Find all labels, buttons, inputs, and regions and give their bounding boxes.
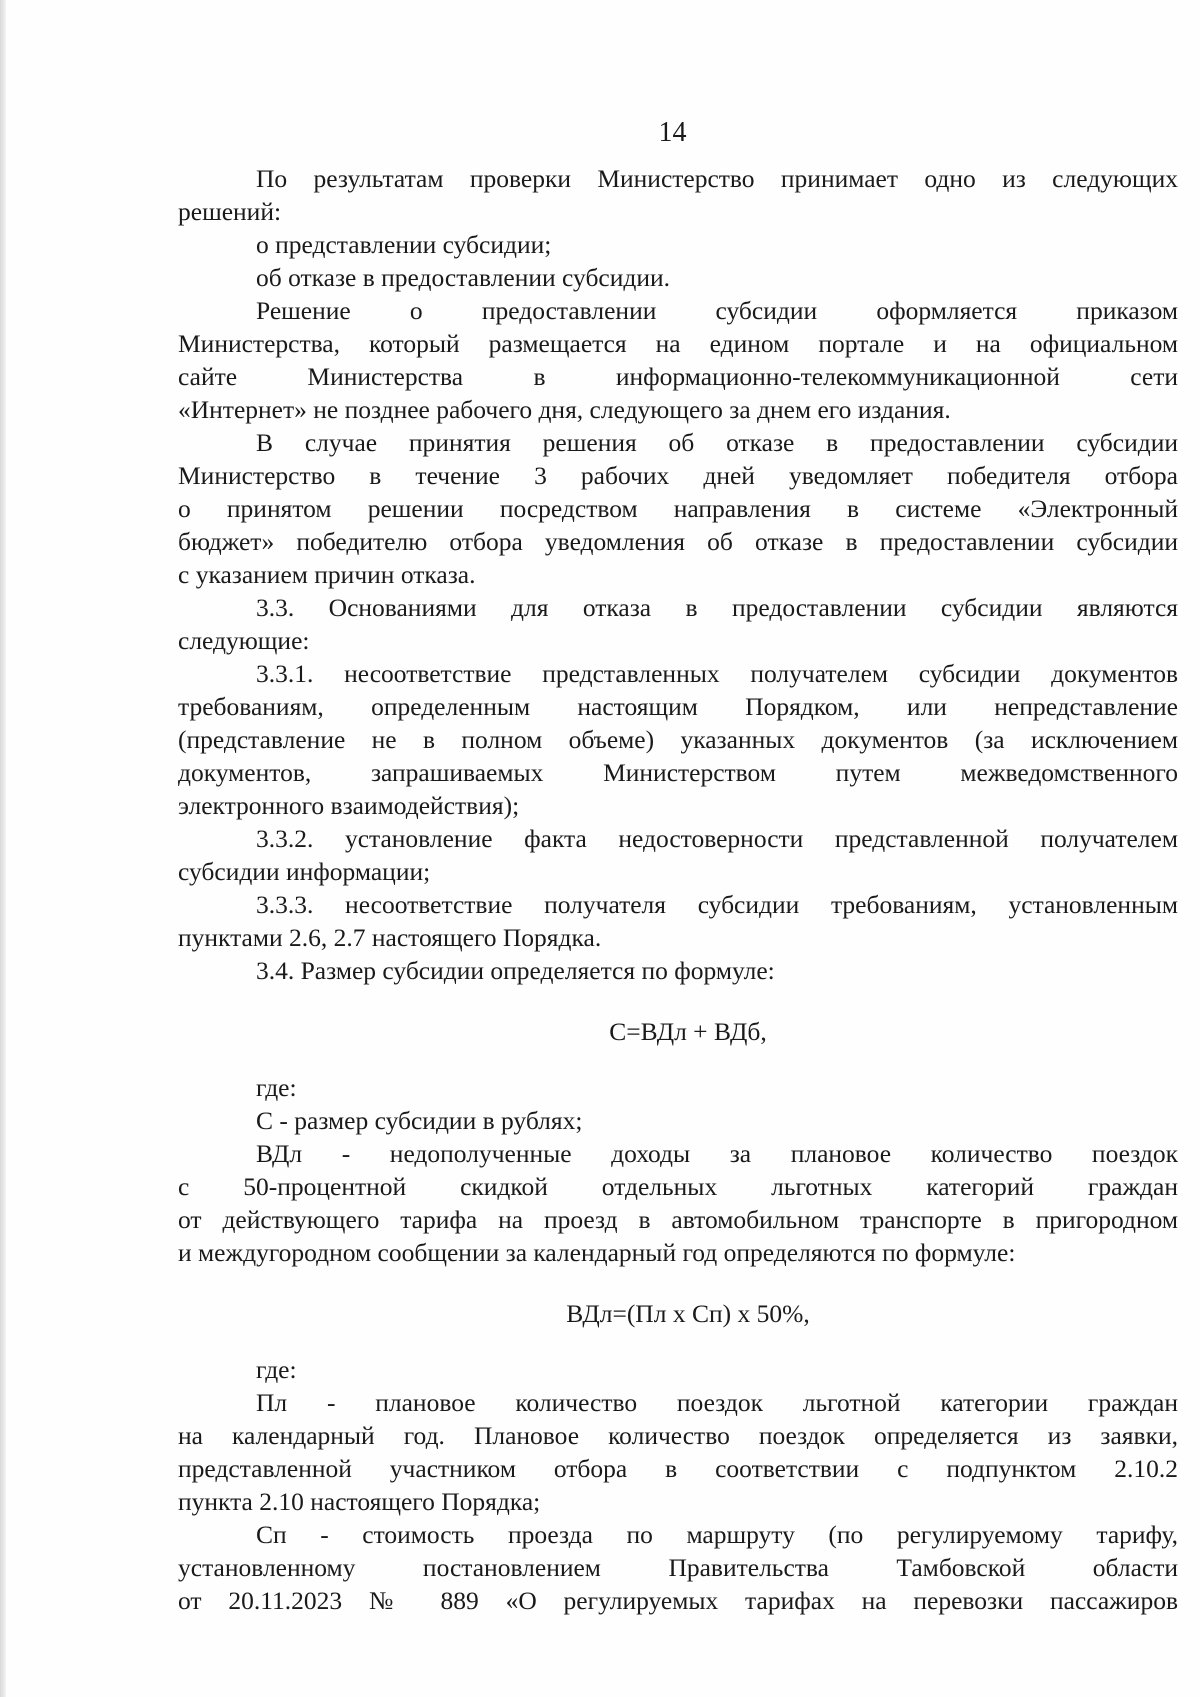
text-line: «Интернет» не позднее рабочего дня, следующего за днем его издания.	[178, 395, 951, 424]
text-line: (представление не в полном объеме) указанных документов (за исключением	[178, 725, 1178, 754]
text-line: где:	[256, 1073, 297, 1102]
text-line: от 20.11.2023 № 889 «О регулируемых тарифах на перевозки пассажиров	[178, 1586, 1178, 1615]
text-line: решений:	[178, 197, 282, 226]
text-line: электронного взаимодействия);	[178, 791, 520, 820]
text-line: с 50-процентной скидкой отдельных льготных категорий граждан	[178, 1172, 1178, 1201]
text-line: от действующего тарифа на проезд в автомобильном транспорте в пригородном	[178, 1205, 1178, 1234]
page-number: 14	[658, 117, 687, 148]
text-line: Пл - плановое количество поездок льготной категории граждан	[256, 1388, 1178, 1417]
scan-edge	[0, 0, 6, 1697]
text-line: бюджет» победителю отбора уведомления об отказе в предоставлении субсидии	[178, 527, 1178, 556]
text-line: 3.3.3. несоответствие получателя субсидии требованиям, установленным	[256, 890, 1178, 919]
text-line: По результатам проверки Министерство принимает одно из следующих	[256, 164, 1178, 193]
text-line: Министерства, который размещается на едином портале и на официальном	[178, 329, 1178, 358]
text-line: и междугородном сообщении за календарный год определяются по формуле:	[178, 1238, 1016, 1267]
text-line: представленной участником отбора в соответствии с подпунктом 2.10.2	[178, 1454, 1178, 1483]
formula-subsidy-total: С=ВДл + ВДб,	[609, 1017, 767, 1046]
text-line: с указанием причин отказа.	[178, 560, 476, 589]
text-line: на календарный год. Плановое количество поездок определяется из заявки,	[178, 1421, 1178, 1450]
text-line: В случае принятия решения об отказе в предоставлении субсидии	[256, 428, 1178, 457]
text-line: сайте Министерства в информационно-телекоммуникационной сети	[178, 362, 1178, 391]
text-line: 3.3.1. несоответствие представленных получателем субсидии документов	[256, 659, 1178, 688]
text-line: где:	[256, 1355, 297, 1384]
text-line: С - размер субсидии в рублях;	[256, 1106, 583, 1135]
text-line: об отказе в предоставлении субсидии.	[256, 263, 671, 292]
text-line: о представлении субсидии;	[256, 230, 552, 259]
formula-lost-income: ВДл=(Пл х Сп) х 50%,	[566, 1299, 810, 1328]
text-line: установленному постановлением Правительства Тамбовской области	[178, 1553, 1178, 1582]
text-line: о принятом решении посредством направления в системе «Электронный	[178, 494, 1178, 523]
text-line: пункта 2.10 настоящего Порядка;	[178, 1487, 541, 1516]
text-line: субсидии информации;	[178, 857, 431, 886]
text-line: документов, запрашиваемых Министерством путем межведомственного	[178, 758, 1178, 787]
text-line: ВДл - недополученные доходы за плановое количество поездок	[256, 1139, 1178, 1168]
text-line: 3.4. Размер субсидии определяется по формуле:	[256, 956, 775, 985]
text-line: требованиям, определенным настоящим Порядком, или непредставление	[178, 692, 1178, 721]
text-line: Решение о предоставлении субсидии оформляется приказом	[256, 296, 1178, 325]
text-line: 3.3. Основаниями для отказа в предоставлении субсидии являются	[256, 593, 1178, 622]
text-line: следующие:	[178, 626, 310, 655]
document-body	[178, 162, 1178, 1617]
text-line: 3.3.2. установление факта недостоверности представленной получателем	[256, 824, 1178, 853]
text-line: Министерство в течение 3 рабочих дней уведомляет победителя отбора	[178, 461, 1178, 490]
text-line: пунктами 2.6, 2.7 настоящего Порядка.	[178, 923, 602, 952]
text-line: Сп - стоимость проезда по маршруту (по регулируемому тарифу,	[256, 1520, 1178, 1549]
